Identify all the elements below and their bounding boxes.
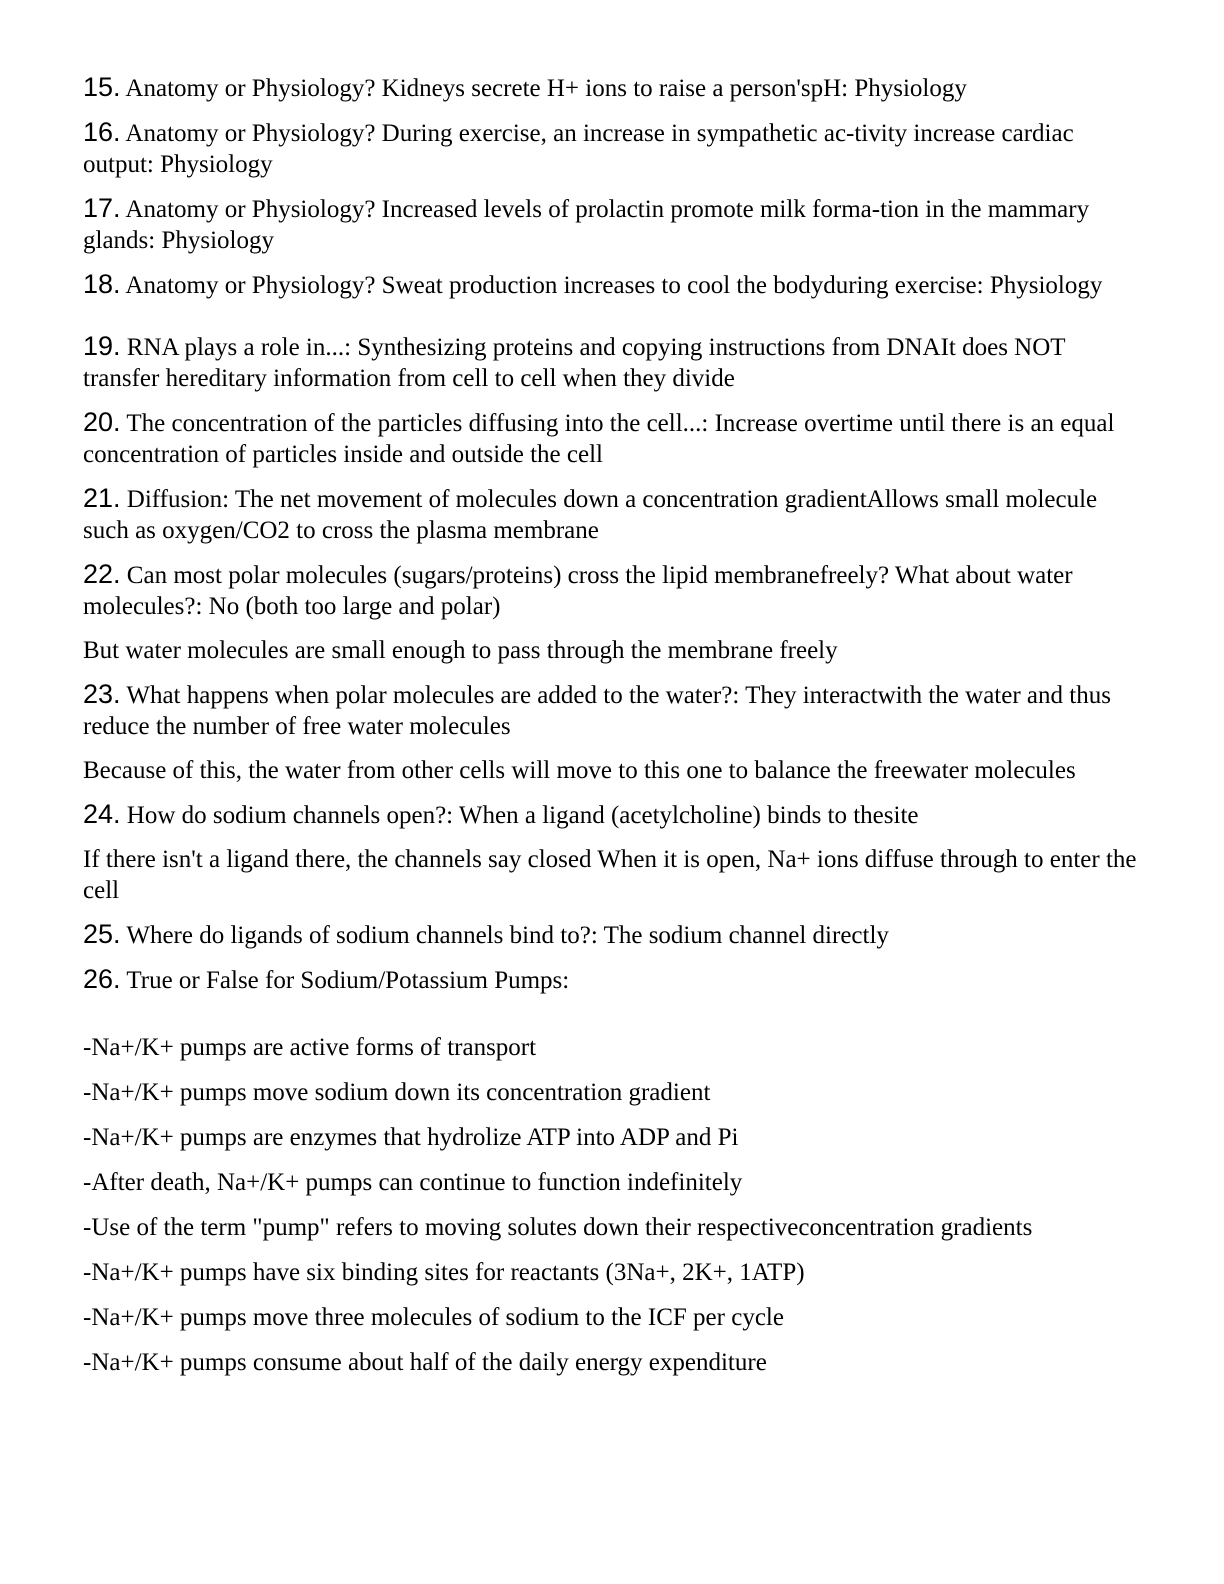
question-text: Where do ligands of sodium channels bind to?: The sodium channel directly [126, 922, 889, 949]
list-item: -Na+/K+ pumps have six binding sites for reactants (3Na+, 2K+, 1ATP) [83, 1259, 805, 1286]
question-number: 16. [83, 117, 121, 147]
list-item: -Use of the term "pump" refers to moving solutes down their respectiveconcentration gradients [83, 1214, 1033, 1241]
question-text: What happens when polar molecules are added to the water?: They interactwith the water and thus reduce the number of free water molecules [83, 682, 1111, 740]
question-text: Anatomy or Physiology? Kidneys secrete H+ ions to raise a person'spH: Physiology [125, 75, 967, 102]
question-number: 25. [83, 919, 121, 949]
question-19 [83, 331, 1143, 394]
question-number: 18. [83, 269, 121, 299]
list-item: -Na+/K+ pumps are enzymes that hydrolize ATP into ADP and Pi [83, 1124, 739, 1151]
question-number: 20. [83, 407, 121, 437]
question-15 [83, 72, 1143, 104]
question-text: Anatomy or Physiology? Increased levels of prolactin promote milk forma-tion in the mammary glands: Physiology [83, 196, 1090, 254]
question-22-extra: But water molecules are small enough to pass through the membrane freely [83, 637, 838, 664]
question-number: 17. [83, 193, 121, 223]
question-24 [83, 799, 1143, 831]
question-number: 26. [83, 964, 121, 994]
question-text: RNA plays a role in...: Synthesizing proteins and copying instructions from DNAIt does NOT transfer hereditary information from cell to cell when they divide [83, 334, 1066, 392]
question-20 [83, 407, 1143, 470]
question-number: 23. [83, 679, 121, 709]
question-text: The concentration of the particles diffusing into the cell...: Increase overtime until there is an equal concentration of particles inside and outside the cell [83, 410, 1115, 468]
question-text: Anatomy or Physiology? During exercise, an increase in sympathetic ac-tivity increase cardiac output: Physiology [83, 120, 1074, 178]
question-18 [83, 269, 1143, 301]
question-21 [83, 483, 1143, 546]
question-22 [83, 559, 1143, 622]
list-item: -Na+/K+ pumps move three molecules of sodium to the ICF per cycle [83, 1304, 784, 1331]
document-page [83, 72, 1143, 1392]
question-23 [83, 679, 1143, 742]
question-26 [83, 964, 1143, 996]
question-text: Diffusion: The net movement of molecules down a concentration gradientAllows small molecule such as oxygen/CO2 to cross the plasma membrane [83, 486, 1098, 544]
question-text: Anatomy or Physiology? Sweat production increases to cool the bodyduring exercise: Physiology [125, 272, 1103, 299]
question-number: 22. [83, 559, 121, 589]
question-number: 19. [83, 331, 121, 361]
list-item: -Na+/K+ pumps are active forms of transport [83, 1034, 537, 1061]
question-number: 24. [83, 799, 121, 829]
question-17 [83, 193, 1143, 256]
question-23-extra: Because of this, the water from other cells will move to this one to balance the freewater molecules [83, 757, 1076, 784]
list-item: -After death, Na+/K+ pumps can continue to function indefinitely [83, 1169, 743, 1196]
question-text: True or False for Sodium/Potassium Pumps: [126, 967, 570, 994]
list-item: -Na+/K+ pumps consume about half of the daily energy expenditure [83, 1349, 767, 1376]
question-number: 15. [83, 72, 121, 102]
pump-statement-list [83, 1032, 1143, 1378]
question-text: How do sodium channels open?: When a ligand (acetylcholine) binds to thesite [126, 802, 919, 829]
question-25 [83, 919, 1143, 951]
question-text: Can most polar molecules (sugars/proteins) cross the lipid membranefreely? What about water molecules?: No (both too large and polar) [83, 562, 1073, 620]
question-number: 21. [83, 483, 121, 513]
question-16 [83, 117, 1143, 180]
list-item: -Na+/K+ pumps move sodium down its concentration gradient [83, 1079, 711, 1106]
question-24-extra: If there isn't a ligand there, the channels say closed When it is open, Na+ ions diffuse through to enter the cell [83, 846, 1137, 904]
